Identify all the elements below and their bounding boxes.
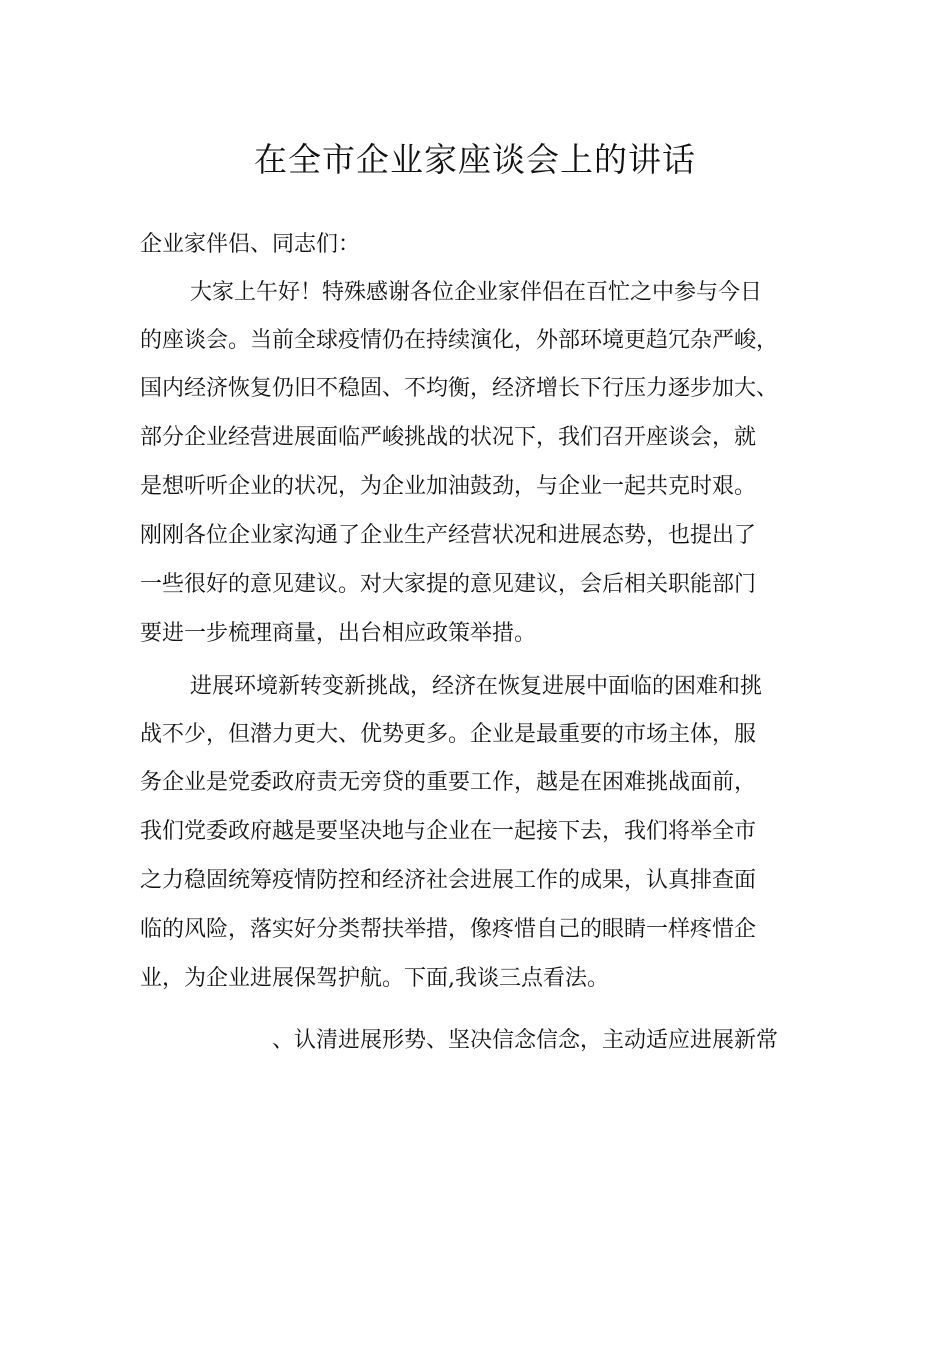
paragraph-line: 之力稳固统筹疫情防控和经济社会进展工作的成果，认真排查面	[140, 868, 757, 893]
paragraph-line: 战不少，但潜力更大、优势更多。企业是最重要的市场主体，服	[140, 722, 757, 747]
paragraph-line: 国内经济恢复仍旧不稳固、不均衡，经济增长下行压力逐步加大、	[140, 376, 779, 401]
paragraph-line: 我们党委政府越是要坚决地与企业在一起接下去，我们将举全市	[140, 819, 757, 844]
paragraph-line: 务企业是党委政府责无旁贷的重要工作，越是在困难挑战面前，	[140, 770, 757, 795]
section-heading: 、认清进展形势、坚决信念信念，主动适应进展新常	[272, 1028, 779, 1053]
paragraph-line: 一些很好的意见建议。对大家提的意见建议，会后相关职能部门	[140, 572, 757, 597]
paragraph-line: 大家上午好！特殊感谢各位企业家伴侣在百忙之中参与今日	[190, 280, 763, 305]
paragraph-line: 临的风险，落实好分类帮扶举措，像疼惜自己的眼睛一样疼惜企	[140, 917, 757, 942]
salutation: 企业家伴侣、同志们：	[140, 232, 361, 257]
paragraph-line: 刚刚各位企业家沟通了企业生产经营状况和进展态势，也提出了	[140, 523, 757, 548]
paragraph-line: 要进一步梳理商量，出台相应政策举措。	[140, 621, 537, 646]
paragraph-line: 是想听听企业的状况，为企业加油鼓劲，与企业一起共克时艰。	[140, 474, 757, 499]
paragraph-line: 部分企业经营进展面临严峻挑战的状况下，我们召开座谈会，就	[140, 425, 757, 450]
paragraph-line: 的座谈会。当前全球疫情仍在持续演化，外部环境更趋冗杂严峻，	[140, 328, 779, 353]
document-title: 在全市企业家座谈会上的讲话	[254, 140, 696, 179]
paragraph-line: 业，为企业进展保驾护航。下面,我谈三点看法。	[140, 966, 609, 991]
paragraph-line: 进展环境新转变新挑战，经济在恢复进展中面临的困难和挑	[190, 674, 763, 699]
